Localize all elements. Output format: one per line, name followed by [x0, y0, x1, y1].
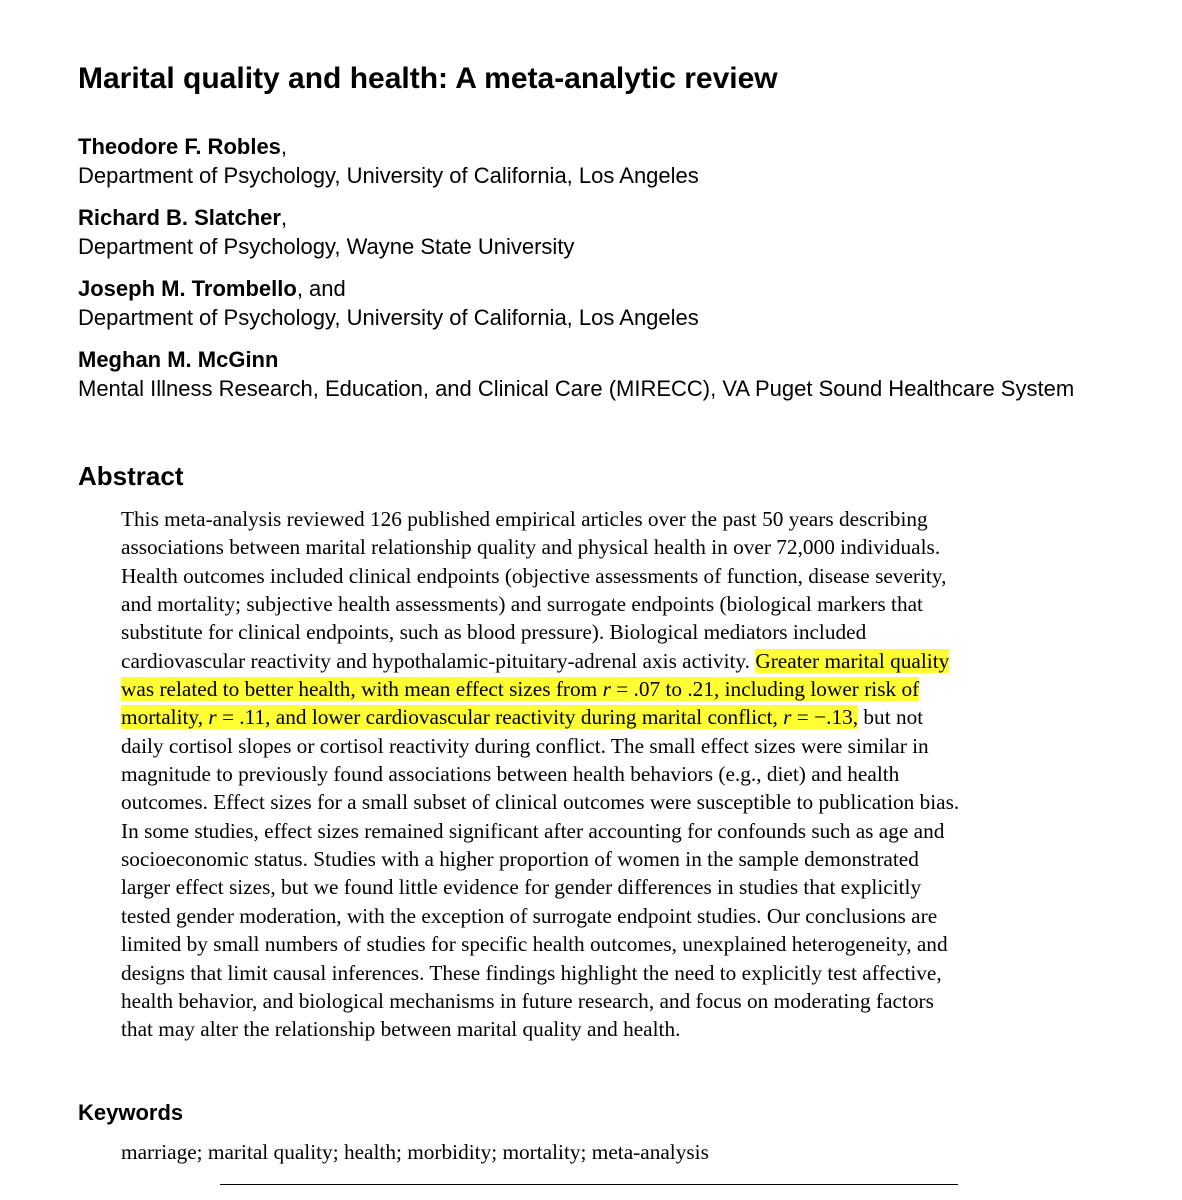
abstract-line: tested gender moderation, with the exception of surrogate endpoint studies. Our conclusions are [121, 903, 938, 928]
abstract-line: cardiovascular reactivity and hypothalamic-pituitary-adrenal axis activity. Greater marital quality [121, 648, 950, 673]
author-name: Meghan M. McGinn [78, 347, 279, 372]
highlighted-text: mortality, r = .11, and lower cardiovascular reactivity during marital conflict, r = −.13, [121, 705, 859, 730]
abstract-line: socioeconomic status. Studies with a higher proportion of women in the sample demonstrated [121, 847, 919, 872]
abstract-line: and mortality; subjective health assessments) and surrogate endpoints (biological markers that [121, 592, 923, 617]
abstract-line: This meta-analysis reviewed 126 published empirical articles over the past 50 years describing [121, 507, 928, 531]
keywords-text: marriage; marital quality; health; morbidity; mortality; meta-analysis [121, 1140, 709, 1164]
footnote-divider [220, 1184, 958, 1185]
abstract-line: outcomes. Effect sizes for a small subset of clinical outcomes were susceptible to publication bias. [121, 790, 960, 815]
highlighted-text: Greater marital quality [755, 648, 950, 673]
author-entry [78, 203, 1138, 261]
abstract-line [121, 675, 1081, 703]
author-suffix: , [280, 134, 288, 159]
abstract-line: substitute for clinical endpoints, such as blood pressure). Biological mediators included [121, 620, 867, 645]
paper-title: Marital quality and health: A meta-analytic review [78, 62, 778, 95]
abstract-line: daily cortisol slopes or cortisol reactivity during conflict. The small effect sizes were similar in [121, 733, 929, 758]
author-suffix: , [280, 205, 288, 230]
abstract-line: larger effect sizes, but we found little evidence for gender differences in studies that explicitly [121, 875, 922, 900]
author-affiliation: Department of Psychology, Wayne State University [78, 234, 575, 259]
author-suffix: , and [296, 276, 346, 301]
abstract-text [121, 505, 1081, 1044]
author-name: Theodore F. Robles [78, 134, 281, 159]
author-affiliation: Department of Psychology, University of California, Los Angeles [78, 163, 699, 188]
author-entry [78, 345, 1138, 403]
keywords-heading: Keywords [78, 1100, 184, 1125]
abstract-line: designs that limit causal inferences. These findings highlight the need to explicitly test affective, [121, 960, 942, 985]
abstract-line: Health outcomes included clinical endpoints (objective assessments of function, disease severity, [121, 563, 947, 588]
abstract-line: mortality, r = .11, and lower cardiovascular reactivity during marital conflict, r = −.13, but not [121, 705, 924, 730]
abstract-line: associations between marital relationship quality and physical health in over 72,000 individuals. [121, 535, 941, 560]
author-affiliation: Department of Psychology, University of California, Los Angeles [78, 305, 699, 330]
author-name: Joseph M. Trombello [78, 276, 297, 301]
highlighted-text: was related to better health, with mean effect sizes from r = .07 to .21, including lower risk of [121, 677, 920, 702]
abstract-line: that may alter the relationship between marital quality and health. [121, 1017, 681, 1042]
author-name: Richard B. Slatcher [78, 205, 281, 230]
author-entry [78, 132, 1138, 190]
abstract-heading: Abstract [78, 461, 184, 491]
abstract-line: health behavior, and biological mechanisms in future research, and focus on moderating factors [121, 988, 934, 1013]
abstract-line: limited by small numbers of studies for specific health outcomes, unexplained heterogeneity, and [121, 932, 948, 957]
author-list [78, 132, 1138, 416]
author-affiliation: Mental Illness Research, Education, and Clinical Care (MIRECC), VA Puget Sound Healthcare System [78, 376, 1075, 401]
author-entry [78, 274, 1138, 332]
abstract-line: In some studies, effect sizes remained significant after accounting for confounds such as age and [121, 818, 945, 843]
abstract-line: magnitude to previously found associations between health behaviors (e.g., diet) and health [121, 762, 900, 787]
